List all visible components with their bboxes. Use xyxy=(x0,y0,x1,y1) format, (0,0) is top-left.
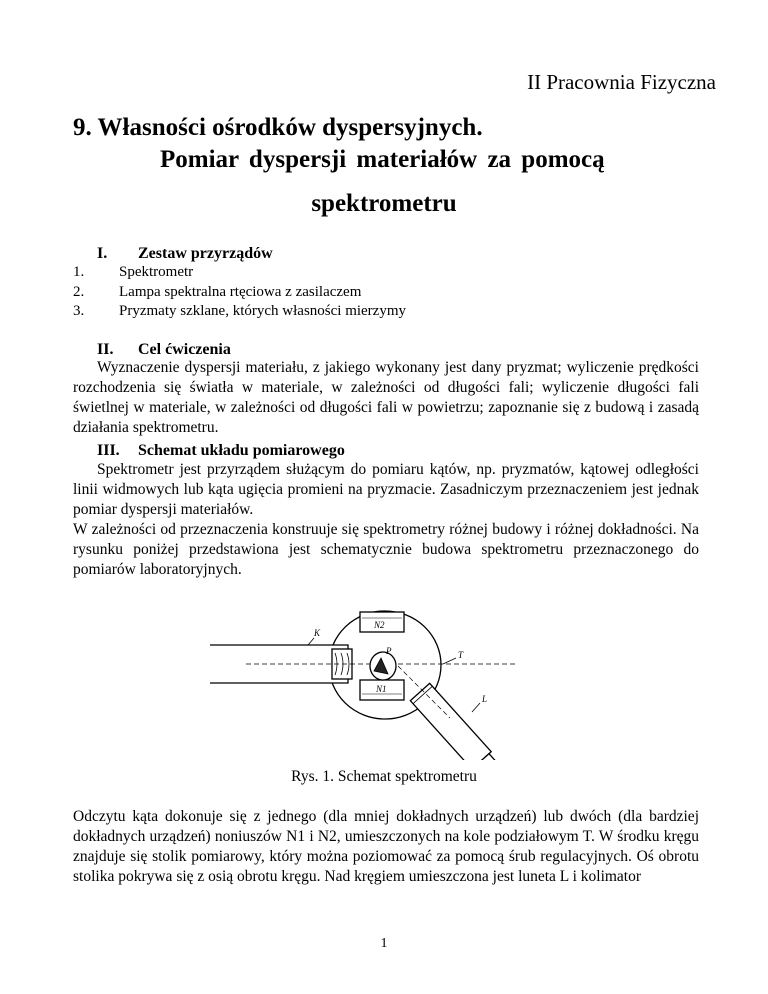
section-3-heading xyxy=(97,442,345,460)
list-item-number: 1. xyxy=(73,264,85,280)
label-n2: N2 xyxy=(374,620,385,630)
list-item-number: 3. xyxy=(73,303,85,319)
page-number: 1 xyxy=(380,936,388,951)
spectrometer-diagram xyxy=(210,600,570,760)
list-item xyxy=(73,283,693,301)
title-line-1: 9. Własności ośrodków dyspersyjnych. xyxy=(73,114,483,141)
label-l: L xyxy=(482,694,488,704)
label-k: K xyxy=(314,628,321,638)
section-2-paragraph: Wyznaczenie dyspersji materiału, z jakiego wykonany jest dany pryzmat; wyliczenie prędkości rozchodzenia się światła w materiale, w zależności od długości fali; wyliczenie długości fali świetlnej w materiale, w zależności od długości fali w powietrzu; zapoznanie się z budową i zasadą działania spektrometru. xyxy=(73,359,699,436)
figure-caption: Rys. 1. Schemat spektrometru xyxy=(291,768,477,785)
section-1-heading xyxy=(97,245,273,263)
label-t: T xyxy=(458,650,464,660)
section-1-number: I. xyxy=(97,245,108,262)
section-3-number: III. xyxy=(97,442,120,459)
list-item xyxy=(73,263,693,281)
list-item-text: Lampa spektralna rtęciowa z zasilaczem xyxy=(119,284,362,300)
list-item xyxy=(73,302,693,320)
section-2-number: II. xyxy=(97,341,114,358)
telescope-l xyxy=(410,683,508,760)
section-2-heading xyxy=(97,341,231,359)
page-header: II Pracownia Fizyczna xyxy=(527,70,716,94)
title-line-2: Pomiar dyspersji materiałów za pomocą xyxy=(160,146,605,173)
title-line-3: spektrometru xyxy=(311,190,457,217)
section-2-title: Cel ćwiczenia xyxy=(138,341,231,358)
label-n1: N1 xyxy=(376,684,387,694)
section-3-title: Schemat układu pomiarowego xyxy=(138,442,345,459)
section-3-paragraph-2: W zależności od przeznaczenia konstruuje się spektrometry różnej budowy i różnej dokładności. Na rysunku poniżej przedstawiona jest schematycznie budowa spektrometru przeznaczonego do pomiarów laboratoryjnych. xyxy=(73,521,699,578)
list-item-number: 2. xyxy=(73,284,85,300)
label-p: P xyxy=(386,646,392,656)
list-item-text: Spektrometr xyxy=(119,264,194,280)
section-3-paragraph-1: Spektrometr jest przyrządem służącym do pomiaru kątów, np. pryzmatów, kątowej odległości linii widmowych lub kąta ugięcia promieni na pryzmacie. Zasadniczym przeznaczeniem jest jednak pomiar dyspersji materiałów. xyxy=(73,461,699,518)
section-1-title: Zestaw przyrządów xyxy=(138,245,273,262)
body-paragraph: Odczytu kąta dokonuje się z jednego (dla mniej dokładnych urządzeń) lub dwóch (dla bardziej dokładnych urządzeń) noniuszów N1 i N2, umieszczonych na kole podziałowym T. W środku kręgu znajduje się stolik pomiarowy, który można poziomować za pomocą śrub regulacyjnych. Oś obrotu stolika pokrywa się z osią obrotu kręgu. Nad kręgiem umieszczona jest luneta L i kolimator xyxy=(73,808,699,885)
list-item-text: Pryzmaty szklane, których własności mierzymy xyxy=(119,303,407,319)
